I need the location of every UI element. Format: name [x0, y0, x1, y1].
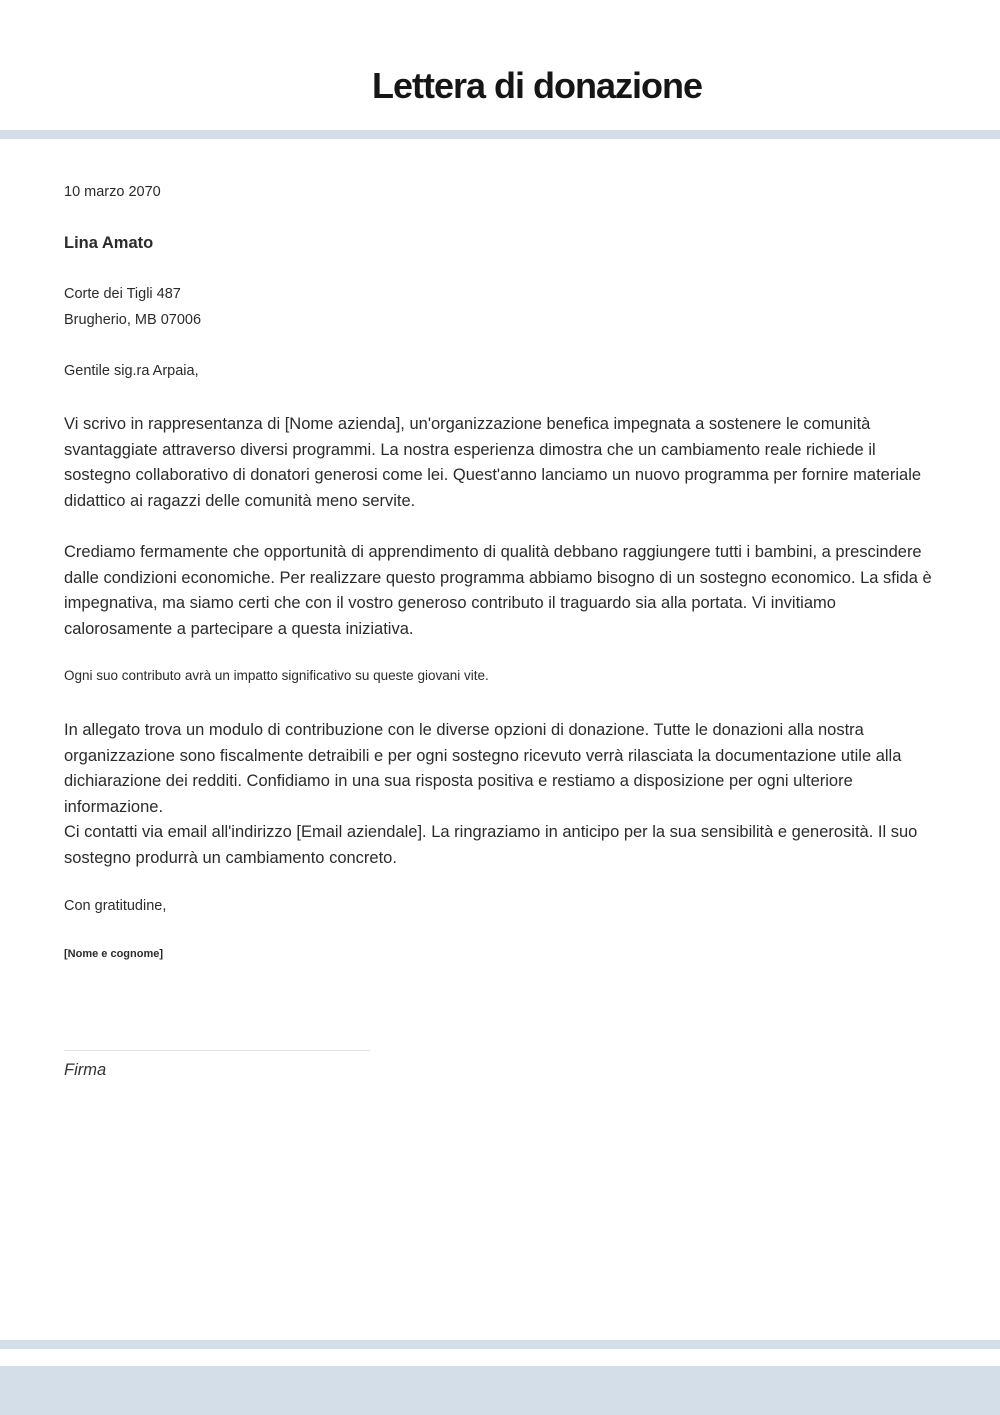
- footer-divider-band: [0, 1340, 1000, 1349]
- header-divider-band: [0, 130, 1000, 139]
- document-title: Lettera di donazione: [371, 65, 703, 106]
- letter-date: 10 marzo 2070: [64, 184, 161, 200]
- signature-label: Firma: [64, 1061, 107, 1079]
- body-note: Ogni suo contributo avrà un impatto significativo su queste giovani vite.: [64, 668, 489, 683]
- salutation: Gentile sig.ra Arpaia,: [64, 363, 199, 379]
- footer-band: [0, 1366, 1000, 1415]
- body-paragraph: Ci contatti via email all'indirizzo [Email aziendale]. La ringraziamo in anticipo per la sua sensibilità e generosità. Il suo sostegno produrrà un cambiamento concreto.: [64, 823, 918, 867]
- body-paragraph: Vi scrivo in rappresentanza di [Nome azienda], un'organizzazione benefica impegnata a sostenere le comunità svantaggiate attraverso diversi programmi. La nostra esperienza dimostra che un cambiamento reale richiede il sostegno collaborativo di donatori generosi come lei. Quest'anno lanciamo un nuovo programma per fornire materiale didattico ai ragazzi delle comunità meno servite.: [64, 415, 922, 510]
- recipient-address-line1: Corte dei Tigli 487: [64, 286, 181, 302]
- body-paragraph: In allegato trova un modulo di contribuzione con le diverse opzioni di donazione. Tutte le donazioni alla nostra organizzazione sono fiscalmente detraibili e per ogni sostegno ricevuto verrà rilasciata la documentazione utile alla dichiarazione dei redditi. Confidiamo in una sua risposta positiva e restiamo a disposizione per ogni ulteriore informazione.: [64, 721, 902, 816]
- signature-line: [64, 1050, 370, 1051]
- recipient-address-line2: Brugherio, MB 07006: [64, 312, 202, 328]
- body-paragraph: Crediamo fermamente che opportunità di apprendimento di qualità debbano raggiungere tutti i bambini, a prescindere dalle condizioni economiche. Per realizzare questo programma abbiamo bisogno di un sostegno economico. La sfida è impegnativa, ma siamo certi che con il vostro generoso contributo il traguardo sia alla portata. Vi invitiamo calorosamente a partecipare a questa iniziativa.: [64, 543, 932, 638]
- sender-name-placeholder: [Nome e cognome]: [64, 948, 164, 960]
- closing: Con gratitudine,: [64, 898, 167, 914]
- recipient-name: Lina Amato: [64, 234, 154, 252]
